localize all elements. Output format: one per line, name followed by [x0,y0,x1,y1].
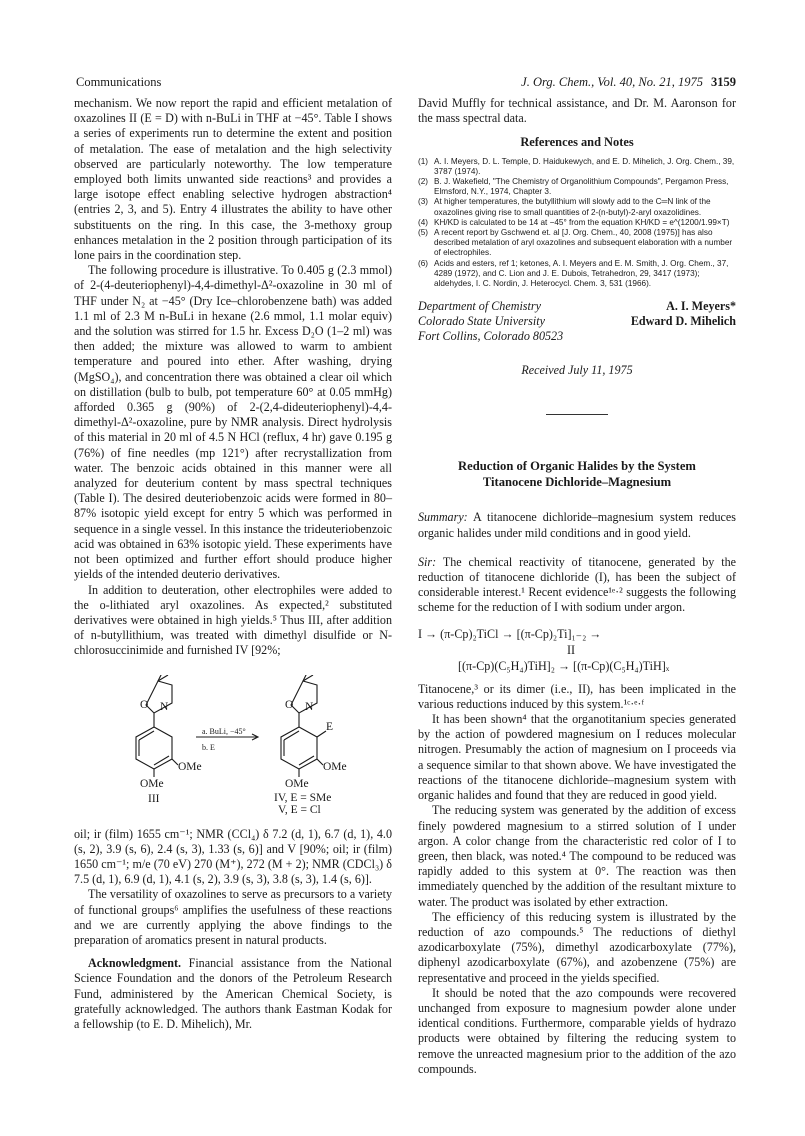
acknowledgment-text: Financial assistance from the National Science Foundation and the donors of the Petroleum Research Fund, administered by the American Chemical Society, is gratefully acknowledged. The authors thank Eastman Kodak for a fellowship (to E. D. Mihelich), Mr. [74,956,392,1031]
article-title [418,459,736,490]
compound-label-III: III [148,792,160,805]
reduction-scheme [418,626,736,674]
reference-number: (1) [418,156,429,166]
summary-text: A titanocene dichloride–magnesium system reduces organic halides under mild conditions and in good yield. [418,510,736,540]
reference-item [418,177,736,197]
references-heading: References and Notes [520,135,634,150]
article-title-line: Titanocene Dichloride–Magnesium [482,474,672,489]
reference-item [418,259,736,290]
reference-text: A recent report by Gschwend et. al [J. Org. Chem., 40, 2008 (1975)] has also described metalation of aryl oxazolines and subsequent elaboration with a number of electrophiles. [434,228,733,258]
salutation-paragraph [418,555,736,616]
author-affiliation [418,299,736,344]
paragraph: The reducing system was generated by the addition of excess finely powdered magnesium to a stirred solution of I under argon. A color change from the characteristic red color of I to green, then black, was noted.⁴ The compound to be reduced was rapidly added to this system at 0°. The reaction was then immediately quenched by the addition of the resultant mixture to water. The product was isolated by ether extraction. [418,803,736,909]
city-address: Fort Collins, Colorado 80523 [418,329,564,344]
running-header-journal [480,75,736,90]
references-list [418,157,736,290]
ring-oxygen-label-left: O [140,698,149,711]
acknowledgment-label: Acknowledgment. [88,956,182,971]
reaction-scheme-drawing [74,675,392,817]
article-title-line: Reduction of Organic Halides by the System [458,459,696,474]
reference-number: (4) [418,217,429,227]
acknowledgment [74,956,392,1032]
reference-item [418,197,736,217]
paragraph: The efficiency of this reducing system is illustrated by the reduction of azo compounds.⁵ The reductions of diethyl azodicarboxylate (75%), dimethyl azodicarboxylate (77%), diphenyl azodicarboxylate (67%), and azobenzene (75%) are representative and proceed in the yields specified. [418,909,736,985]
benzene-ring-left [136,727,172,769]
paragraph: oil; ir (film) 1655 cm⁻¹; NMR (CCl₄) δ 7.2 (d, 1), 6.7 (d, 1), 4.0 (s, 2), 3.9 (s, 6), 2.4 (s, 3), 1.33 (s, 6)] and V [90%; oil; ir (film) 1650 cm⁻¹; m/e (70 eV) 270 (M⁺), 272 (M + 2); NMR (CDCl₃) δ 7.5 (d, 1), 6.9 (d, 1), 4.1 (s, 2), 3.9 (s, 3), 3.8 (s, 3), 1.4 (s, 6)]. [74,826,392,887]
methoxy-label: OMe [140,777,164,790]
reference-number: (3) [418,197,429,207]
paragraph: mechanism. We now report the rapid and efficient metalation of oxazolines II (E = D) with n-BuLi in THF at −45°. Table I shows a series of experiments run to determine the extent and position of metalation. The ease of metalation and the high selectivity observed are particularly noteworthy. The low temperature employed both limits unwanted side reactions³ and provides a large isotope effect enabling selective hydrogen abstraction⁴ (entries 2, 3, and 5). Entry 4 illustrates the ability to have other substituents on the ring. In this case, the 3-methoxy group enhances metalation in the 2 position through participation of its lone pairs in the coordination step. [74,96,392,263]
university-name: Colorado State University [418,314,545,329]
reference-text: At higher temperatures, the butyllithium will slowly add to the C═N link of the oxazolines giving rise to small quantities of 2-(n-butyl)-2-aryl oxazolidines. [434,197,711,217]
summary-label: Summary: [418,510,468,525]
paragraph: The following procedure is illustrative. To 0.405 g (2.3 mmol) of 2-(4-deuteriophenyl)-4,4-dimethyl-Δ²-oxazoline in 30 ml of THF under N₂ at −45° (Dry Ice–chlorobenzene bath) was added 1.1 ml of 2.3 M n-BuLi in hexane (2.6 mmol, 1.1 molar equiv) and the solution was stirred for 1.5 hr. Excess D₂O (1–2 ml) was then added; the mixture was allowed to warm to ambient temperature and poured into ether. After washing, drying (MgSO₄), and concentration there was obtained a clear oil which on distillation (bulb to bulb, pot temperature 60° at 0.05 mmHg) afforded 0.365 g (90%) of 2-(2,4-dideuteriophenyl)-4,4-dimethyl-Δ²-oxazoline, pure by NMR analysis. Direct hydrolysis of this material in 20 ml of 4.5 N HCl (reflux, 4 hr) gave 0.195 g (76%) of fine needles (mp 121°) after recrystallization from water. The benzoic acids obtained in this manner were all analyzed for deuterium content by mass spectral techniques (Table I). The desired deuteriobenzoic acids were formed in 80–87% isotopic yield except for entry 5 which was performed in sequence in a single vessel. In this instance the trideuteriobenzoic acid was obtained in 63% isotopic yield. These experiments have not been optimized and further effort should produce higher yields of the intended deuterio derivatives. [74,263,392,582]
ring-oxygen-label-right: O [285,698,294,711]
paragraph: In addition to deuteration, other electrophiles were added to the o-lithiated aryl oxazolines. As expected,² substituted derivatives were obtained in high yields.⁵ Thus III, after addition of n-butyllithium, was treated with dimethyl disulfide or N-chlorosuccinimide and furnished IV [92%; [74,582,392,658]
paragraph: It has been shown⁴ that the organotitanium species generated by the action of powdered magnesium on I reduces molecular nitrogen. Presumably the action of magnesium on I proceeds via a sequence similar to that shown above. We have investigated the reactions of the titanocene dichloride–magnesium system with organic halides and found that they are reduced in good yield. [418,712,736,803]
paragraph: It should be noted that the azo compounds were recovered unchanged from exposure to magnesium powder alone under identical conditions. Furthermore, comparable yields of hydrazo products were obtained by filtering the reducing system to remove the unreacted magnesium prior to the addition of the azo compounds. [418,985,736,1076]
department-name: Department of Chemistry [418,299,541,314]
running-header-section: Communications [76,75,162,89]
summary [418,510,736,540]
scheme-line: I → (π-Cp)₂TiCl → [(π-Cp)₂Ti]₁₋₂ → [418,626,602,641]
reference-number: (5) [418,228,429,238]
reaction-scheme-figure [74,675,392,817]
section-divider [546,414,608,415]
paragraph: David Muffly for technical assistance, and Dr. M. Aaronson for the mass spectral data. [418,96,736,126]
author-names [631,299,736,344]
e-substituent-bond [317,731,326,737]
paragraph: The versatility of oxazolines to serve as precursors to a variety of functional groups⁶ amplifies the usefulness of these reactions and we are currently applying the above findings to the preparation of aromatics present in natural products. [74,887,392,947]
methoxy-label: OMe [178,760,202,773]
methoxy-label: OMe [323,760,347,773]
reference-item [418,218,736,228]
reference-item [418,228,736,259]
left-column [74,96,392,1032]
reference-number: (2) [418,177,429,187]
reference-text: Acids and esters, ref 1; ketones, A. I. Meyers and E. M. Smith, J. Org. Chem., 37, 4289 (1972), and C. Lion and J. E. Dubois, Tetrahedron, 29, 3417 (1973); aldehydes, I. C. Nordin, J. Heterocycl. Chem. 3, 531 (1966). [434,258,729,289]
arrow-reagent-bottom: b. E [202,742,215,752]
arrow-reagent-top: a. BuLi, −45° [202,726,246,736]
page-number: 3159 [711,75,736,89]
scheme-label-II: II [567,642,576,657]
benzene-ring-right [281,727,317,769]
ring-nitrogen-label-right: N [305,700,314,713]
department-address [418,299,563,344]
compound-label-IV: IV, E = SMe [274,791,332,804]
reference-text: B. J. Wakefield, "The Chemistry of Organolithium Compounds", Pergamon Press, Elmsford, N.Y., 1974, Chapter 3. [434,177,729,197]
scheme-line: [(π-Cp)(C₅H₄)TiH]₂ → [(π-Cp)(C₅H₄)TiH]ₓ [458,658,670,673]
substituent-e-label: E [326,720,334,733]
received-date: Received July 11, 1975 [521,363,633,378]
right-column [418,96,736,1077]
ring-nitrogen-label-left: N [160,700,169,713]
journal-citation: J. Org. Chem., Vol. 40, No. 21, 1975 [521,75,703,89]
reference-item [418,157,736,177]
reference-number: (6) [418,258,429,268]
author-name: Edward D. Mihelich [630,314,736,329]
compound-label-V: V, E = Cl [278,803,321,816]
salutation-text: The chemical reactivity of titanocene, generated by the reduction of titanocene dichloride (I), has been the subject of considerable interest.¹ Recent evidence¹ᵉ·² suggests the following scheme for the reduction of I with sodium under argon. [418,554,736,615]
methoxy-label: OMe [285,777,309,790]
reference-text: KH/KD is calculated to be 14 at −45° from the equation KH/KD = e^(1200/1.99×T) [434,217,730,227]
salutation-label: Sir: [418,554,437,569]
author-name: A. I. Meyers* [666,299,736,314]
paragraph: Titanocene,³ or its dimer (i.e., II), has been implicated in the various reductions induced by this system.¹ᶜ·ᵉ·ᶠ [418,681,736,711]
reference-text: A. I. Meyers, D. L. Temple, D. Haidukewych, and E. D. Mihelich, J. Org. Chem., 39, 3787 (1974). [434,156,735,176]
